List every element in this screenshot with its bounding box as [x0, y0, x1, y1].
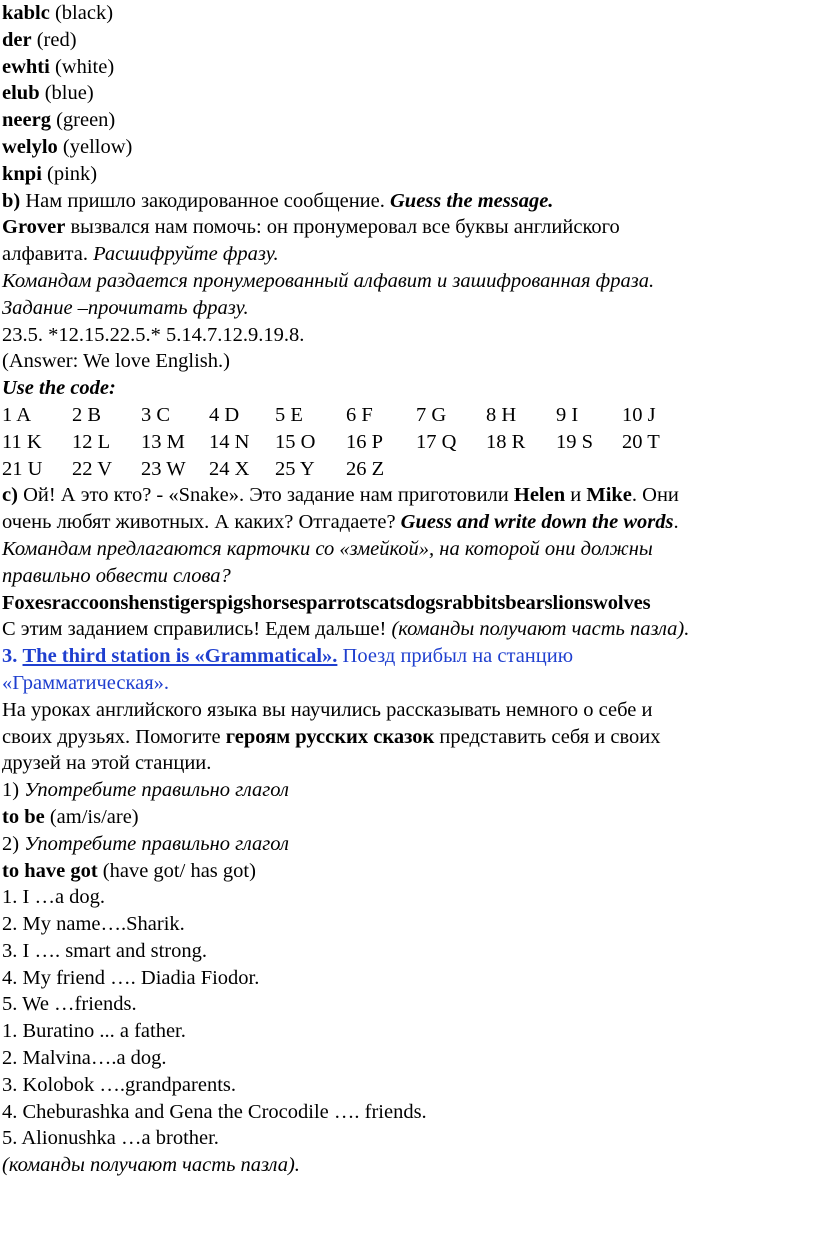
- task-c-text: очень любят животных. А каких? Отгадаете? Guess and write down the words.: [2, 511, 679, 534]
- cipher-text: 23.5. *12.15.22.5.* 5.14.7.12.9.19.8.: [2, 323, 305, 346]
- code-row: [2, 456, 816, 483]
- code-cell: 10 J: [622, 403, 656, 426]
- list-item: 1. Buratino ... a father.: [2, 1020, 186, 1043]
- task-c-note: правильно обвести слова?: [2, 564, 231, 587]
- list-item: 5. Alionushka …a brother.: [2, 1127, 219, 1150]
- list-item: 4. My friend …. Diadia Fiodor.: [2, 966, 260, 989]
- list-item: 1. I …a dog.: [2, 886, 106, 909]
- code-cell: 7 G: [416, 403, 447, 426]
- color-item: der (red): [2, 28, 77, 51]
- code-cell: 13 M: [141, 430, 185, 453]
- code-cell: 16 P: [346, 430, 384, 453]
- code-row: [2, 429, 816, 456]
- color-item: welylo (yellow): [2, 135, 133, 158]
- code-cell: 22 V: [72, 457, 113, 480]
- station-3-subtitle: «Грамматическая».: [2, 671, 170, 694]
- station-3-intro: друзей на этой станции.: [2, 752, 212, 775]
- code-cell: 14 N: [209, 430, 250, 453]
- color-item: kablc (black): [2, 2, 114, 24]
- code-cell: 11 K: [2, 430, 42, 453]
- list-item: 4. Cheburashka and Gena the Crocodile …. friends.: [2, 1100, 427, 1123]
- code-cell: 1 A: [2, 403, 32, 426]
- task-c-note: Командам предлагаются карточки со «змейкой», на которой они должны: [2, 537, 653, 560]
- task-b-note: Задание –прочитать фразу.: [2, 296, 249, 319]
- task-c-done: С этим заданием справились! Едем дальше! (команды получают часть пазла).: [2, 618, 690, 641]
- list-item: 2. My name….Sharik.: [2, 913, 185, 936]
- list-item: 3. I …. smart and strong.: [2, 939, 207, 962]
- list-item: 2. Malvina….a dog.: [2, 1047, 167, 1070]
- task-c-heading: c) Ой! А это кто? - «Snake». Это задание нам приготовили Helen и Mike. Они: [2, 484, 679, 507]
- task-1-instruction: 1) Употребите правильно глагол: [2, 779, 289, 802]
- list-item: 5. We …friends.: [2, 993, 137, 1016]
- code-cell: 5 E: [275, 403, 303, 426]
- code-cell: 9 I: [556, 403, 579, 426]
- task-1-verb: to be (am/is/are): [2, 805, 139, 828]
- code-cell: 24 X: [209, 457, 250, 480]
- task-b-text: алфавита. Расшифруйте фразу.: [2, 243, 279, 266]
- code-cell: 26 Z: [346, 457, 385, 480]
- code-cell: 19 S: [556, 430, 594, 453]
- code-cell: 23 W: [141, 457, 186, 480]
- code-cell: 4 D: [209, 403, 240, 426]
- task-b-heading: b) Нам пришло закодированное сообщение. Guess the message.: [2, 189, 554, 212]
- code-cell: 6 F: [346, 403, 373, 426]
- code-cell: 3 C: [141, 403, 171, 426]
- station-3-intro: своих друзьях. Помогите героям русских сказок представить себя и своих: [2, 725, 661, 748]
- use-code-heading: Use the code:: [2, 377, 116, 400]
- code-cell: 18 R: [486, 430, 526, 453]
- task-b-note: Командам раздается пронумерованный алфавит и зашифрованная фраза.: [2, 269, 655, 292]
- color-item: neerg (green): [2, 109, 116, 132]
- task-b-text: Grover вызвался нам помочь: он пронумеровал все буквы английского: [2, 216, 620, 239]
- task-2-verb: to have got (have got/ has got): [2, 859, 256, 882]
- color-item: knpi (pink): [2, 162, 98, 185]
- station-3-heading: 3. The third station is «Grammatical». Поезд прибыл на станцию: [2, 645, 574, 668]
- list-item: 3. Kolobok ….grandparents.: [2, 1073, 236, 1096]
- color-item: elub (blue): [2, 82, 94, 105]
- code-cell: 12 L: [72, 430, 111, 453]
- final-note: (команды получают часть пазла).: [2, 1154, 300, 1177]
- code-cell: 17 Q: [416, 430, 457, 453]
- task-2-instruction: 2) Употребите правильно глагол: [2, 832, 289, 855]
- code-cell: 20 T: [622, 430, 660, 453]
- code-row: [2, 402, 816, 429]
- answer-text: (Answer: We love English.): [2, 350, 230, 373]
- code-cell: 21 U: [2, 457, 43, 480]
- code-cell: 8 H: [486, 403, 517, 426]
- station-3-intro: На уроках английского языка вы научились рассказывать немного о себе и: [2, 698, 653, 721]
- snake-words: Foxesraccoonshenstigerspigshorsesparrotscatsdogsrabbitsbearslionswolves: [2, 591, 651, 614]
- code-cell: 2 B: [72, 403, 102, 426]
- color-item: ewhti (white): [2, 55, 115, 78]
- code-cell: 15 O: [275, 430, 316, 453]
- code-cell: 25 Y: [275, 457, 315, 480]
